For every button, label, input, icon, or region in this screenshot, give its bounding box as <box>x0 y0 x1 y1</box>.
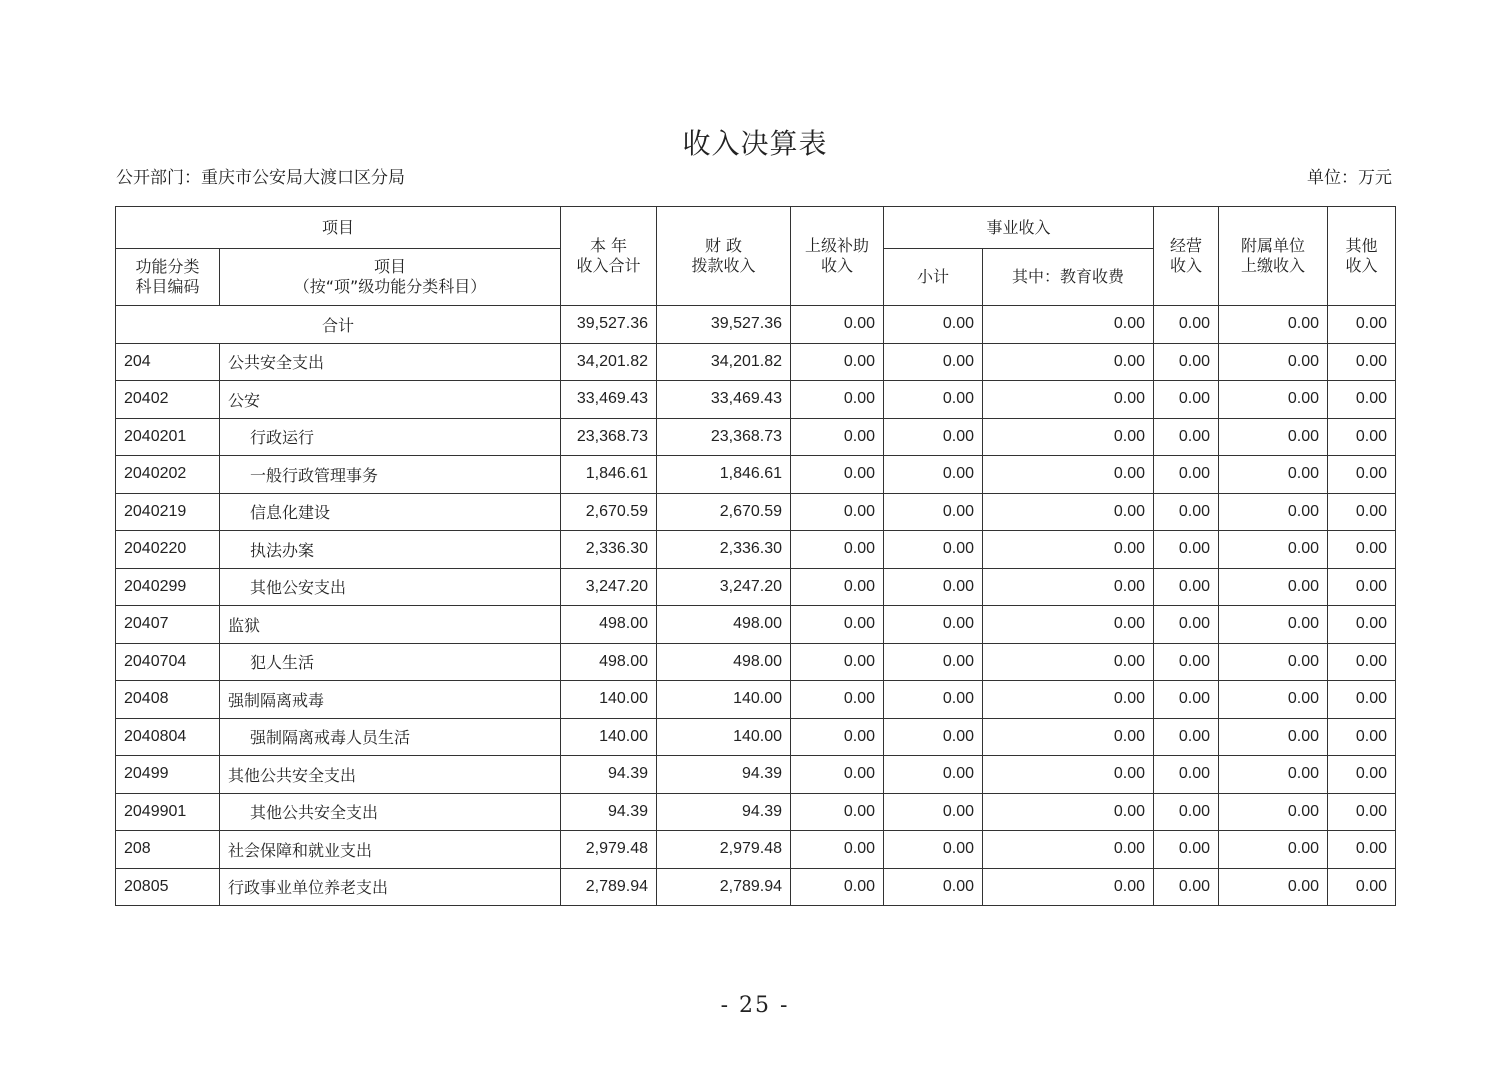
table-row <box>116 418 1396 456</box>
row-value: 140.00 <box>561 681 657 719</box>
row-value: 0.00 <box>791 793 884 831</box>
header-fiscal: 财 政 拨款收入 <box>657 207 791 306</box>
row-name: 一般行政管理事务 <box>220 456 561 494</box>
header-operating: 经营 收入 <box>1154 207 1219 306</box>
row-value: 0.00 <box>884 868 983 906</box>
row-code: 20499 <box>116 756 220 794</box>
row-value: 0.00 <box>1219 718 1328 756</box>
table-row <box>116 756 1396 794</box>
row-value: 0.00 <box>983 718 1154 756</box>
row-value: 0.00 <box>1219 681 1328 719</box>
row-value: 2,336.30 <box>657 531 791 569</box>
row-code: 20402 <box>116 381 220 419</box>
header-code-col: 功能分类 科目编码 <box>116 249 220 306</box>
page-title: 收入决算表 <box>682 127 828 160</box>
table-row <box>116 606 1396 644</box>
row-value: 0.00 <box>884 568 983 606</box>
total-cell: 0.00 <box>791 306 884 344</box>
table-row <box>116 718 1396 756</box>
row-value: 0.00 <box>1154 531 1219 569</box>
row-value: 0.00 <box>1219 756 1328 794</box>
total-cell: 0.00 <box>1219 306 1328 344</box>
row-value: 0.00 <box>884 456 983 494</box>
row-value: 0.00 <box>1219 831 1328 869</box>
total-cell: 0.00 <box>1328 306 1396 344</box>
row-value: 34,201.82 <box>657 343 791 381</box>
row-value: 0.00 <box>983 568 1154 606</box>
row-value: 0.00 <box>884 418 983 456</box>
row-value: 0.00 <box>791 343 884 381</box>
row-code: 20805 <box>116 868 220 906</box>
row-value: 2,670.59 <box>657 493 791 531</box>
row-value: 0.00 <box>1154 343 1219 381</box>
row-value: 0.00 <box>1154 643 1219 681</box>
header-business-income: 事业收入 <box>884 207 1154 249</box>
table-row <box>116 568 1396 606</box>
table-row <box>116 381 1396 419</box>
header-name-col: 项目 （按“项”级功能分类科目） <box>220 249 561 306</box>
row-name: 强制隔离戒毒人员生活 <box>220 718 561 756</box>
row-value: 23,368.73 <box>657 418 791 456</box>
row-value: 0.00 <box>983 343 1154 381</box>
row-value: 0.00 <box>791 418 884 456</box>
header-subtotal: 小计 <box>884 249 983 306</box>
row-value: 3,247.20 <box>657 568 791 606</box>
table-row <box>116 868 1396 906</box>
row-value: 23,368.73 <box>561 418 657 456</box>
row-name: 信息化建设 <box>220 493 561 531</box>
total-cell: 0.00 <box>1154 306 1219 344</box>
row-value: 0.00 <box>983 493 1154 531</box>
row-value: 0.00 <box>791 756 884 794</box>
row-value: 0.00 <box>983 793 1154 831</box>
row-value: 0.00 <box>983 681 1154 719</box>
row-value: 0.00 <box>1328 493 1396 531</box>
total-row <box>116 306 1396 344</box>
row-value: 0.00 <box>884 718 983 756</box>
row-value: 0.00 <box>983 868 1154 906</box>
total-cell: 0.00 <box>884 306 983 344</box>
row-value: 0.00 <box>791 868 884 906</box>
row-value: 0.00 <box>791 531 884 569</box>
row-value: 0.00 <box>1154 831 1219 869</box>
row-value: 0.00 <box>884 606 983 644</box>
row-name: 行政事业单位养老支出 <box>220 868 561 906</box>
row-name: 强制隔离戒毒 <box>220 681 561 719</box>
row-value: 0.00 <box>884 493 983 531</box>
row-name: 行政运行 <box>220 418 561 456</box>
row-value: 0.00 <box>1328 793 1396 831</box>
total-label: 合计 <box>116 306 561 344</box>
row-name: 其他公共安全支出 <box>220 756 561 794</box>
row-value: 0.00 <box>1219 493 1328 531</box>
row-value: 2,789.94 <box>657 868 791 906</box>
row-value: 0.00 <box>1154 381 1219 419</box>
row-value: 0.00 <box>884 831 983 869</box>
row-value: 0.00 <box>1328 418 1396 456</box>
row-value: 0.00 <box>1154 418 1219 456</box>
row-code: 2040202 <box>116 456 220 494</box>
row-value: 1,846.61 <box>561 456 657 494</box>
row-value: 0.00 <box>1154 493 1219 531</box>
header-education-fee: 其中：教育收费 <box>983 249 1154 306</box>
header-affiliated: 附属单位 上缴收入 <box>1219 207 1328 306</box>
row-value: 0.00 <box>1328 456 1396 494</box>
row-value: 0.00 <box>1328 381 1396 419</box>
table-row <box>116 456 1396 494</box>
row-value: 0.00 <box>1219 381 1328 419</box>
row-value: 498.00 <box>561 643 657 681</box>
row-code: 2040704 <box>116 643 220 681</box>
row-value: 34,201.82 <box>561 343 657 381</box>
table-row <box>116 531 1396 569</box>
row-value: 0.00 <box>983 606 1154 644</box>
row-value: 0.00 <box>884 343 983 381</box>
row-value: 3,247.20 <box>561 568 657 606</box>
row-value: 33,469.43 <box>561 381 657 419</box>
row-name: 执法办案 <box>220 531 561 569</box>
header-item: 项目 <box>116 207 561 249</box>
row-value: 0.00 <box>1328 718 1396 756</box>
row-value: 0.00 <box>791 456 884 494</box>
row-value: 140.00 <box>657 681 791 719</box>
total-cell: 39,527.36 <box>561 306 657 344</box>
row-name: 犯人生活 <box>220 643 561 681</box>
row-value: 0.00 <box>1219 343 1328 381</box>
row-value: 0.00 <box>1328 531 1396 569</box>
row-code: 20408 <box>116 681 220 719</box>
row-value: 0.00 <box>1328 868 1396 906</box>
row-value: 0.00 <box>983 643 1154 681</box>
row-value: 0.00 <box>1154 793 1219 831</box>
header-superior-subsidy: 上级补助 收入 <box>791 207 884 306</box>
row-value: 0.00 <box>1328 831 1396 869</box>
row-value: 498.00 <box>561 606 657 644</box>
total-cell: 39,527.36 <box>657 306 791 344</box>
row-value: 0.00 <box>791 381 884 419</box>
row-value: 1,846.61 <box>657 456 791 494</box>
table-row <box>116 831 1396 869</box>
row-code: 2040219 <box>116 493 220 531</box>
row-name: 公共安全支出 <box>220 343 561 381</box>
row-value: 0.00 <box>791 643 884 681</box>
row-value: 0.00 <box>1154 568 1219 606</box>
row-value: 0.00 <box>791 831 884 869</box>
row-value: 0.00 <box>1328 756 1396 794</box>
row-value: 0.00 <box>1328 606 1396 644</box>
row-code: 2040299 <box>116 568 220 606</box>
row-value: 0.00 <box>983 418 1154 456</box>
department-label: 公开部门：重庆市公安局大渡口区分局 <box>116 168 405 188</box>
row-value: 2,789.94 <box>561 868 657 906</box>
row-value: 0.00 <box>1219 793 1328 831</box>
table-row <box>116 793 1396 831</box>
row-value: 0.00 <box>983 531 1154 569</box>
row-value: 0.00 <box>884 531 983 569</box>
row-name: 公安 <box>220 381 561 419</box>
row-value: 498.00 <box>657 606 791 644</box>
page-number: - 25 - <box>720 993 790 1018</box>
table-row <box>116 493 1396 531</box>
row-value: 94.39 <box>657 793 791 831</box>
row-value: 0.00 <box>1219 531 1328 569</box>
row-value: 0.00 <box>791 718 884 756</box>
row-value: 94.39 <box>561 756 657 794</box>
row-value: 498.00 <box>657 643 791 681</box>
row-value: 0.00 <box>983 381 1154 419</box>
row-value: 0.00 <box>791 681 884 719</box>
row-value: 0.00 <box>1219 456 1328 494</box>
row-value: 140.00 <box>561 718 657 756</box>
row-value: 2,979.48 <box>561 831 657 869</box>
row-code: 20407 <box>116 606 220 644</box>
row-code: 2049901 <box>116 793 220 831</box>
row-value: 0.00 <box>791 606 884 644</box>
row-code: 2040804 <box>116 718 220 756</box>
row-value: 0.00 <box>791 568 884 606</box>
row-value: 94.39 <box>561 793 657 831</box>
row-code: 2040220 <box>116 531 220 569</box>
row-value: 0.00 <box>983 756 1154 794</box>
row-value: 2,336.30 <box>561 531 657 569</box>
row-value: 0.00 <box>1219 418 1328 456</box>
row-value: 0.00 <box>884 381 983 419</box>
row-name: 其他公共安全支出 <box>220 793 561 831</box>
table-row <box>116 343 1396 381</box>
row-value: 0.00 <box>1219 568 1328 606</box>
row-value: 0.00 <box>884 756 983 794</box>
income-table <box>115 206 1396 906</box>
row-code: 208 <box>116 831 220 869</box>
table-row <box>116 643 1396 681</box>
row-code: 204 <box>116 343 220 381</box>
row-value: 0.00 <box>1154 868 1219 906</box>
header-other: 其他 收入 <box>1328 207 1396 306</box>
row-value: 2,670.59 <box>561 493 657 531</box>
row-value: 94.39 <box>657 756 791 794</box>
row-value: 0.00 <box>1154 606 1219 644</box>
table-row <box>116 681 1396 719</box>
row-name: 监狱 <box>220 606 561 644</box>
row-value: 0.00 <box>1154 681 1219 719</box>
row-value: 0.00 <box>1328 568 1396 606</box>
row-value: 0.00 <box>1328 681 1396 719</box>
row-name: 社会保障和就业支出 <box>220 831 561 869</box>
row-value: 0.00 <box>983 456 1154 494</box>
total-cell: 0.00 <box>983 306 1154 344</box>
row-value: 0.00 <box>1219 643 1328 681</box>
row-value: 33,469.43 <box>657 381 791 419</box>
row-value: 0.00 <box>1154 718 1219 756</box>
row-value: 0.00 <box>884 681 983 719</box>
row-value: 140.00 <box>657 718 791 756</box>
unit-label: 单位：万元 <box>1307 168 1392 188</box>
row-value: 0.00 <box>1328 643 1396 681</box>
row-value: 0.00 <box>884 643 983 681</box>
row-value: 0.00 <box>884 793 983 831</box>
row-value: 0.00 <box>983 831 1154 869</box>
row-value: 0.00 <box>1154 456 1219 494</box>
row-value: 0.00 <box>791 493 884 531</box>
row-value: 0.00 <box>1219 606 1328 644</box>
row-value: 2,979.48 <box>657 831 791 869</box>
row-code: 2040201 <box>116 418 220 456</box>
row-value: 0.00 <box>1154 756 1219 794</box>
header-total-income: 本 年 收入合计 <box>561 207 657 306</box>
row-name: 其他公安支出 <box>220 568 561 606</box>
row-value: 0.00 <box>1328 343 1396 381</box>
row-value: 0.00 <box>1219 868 1328 906</box>
